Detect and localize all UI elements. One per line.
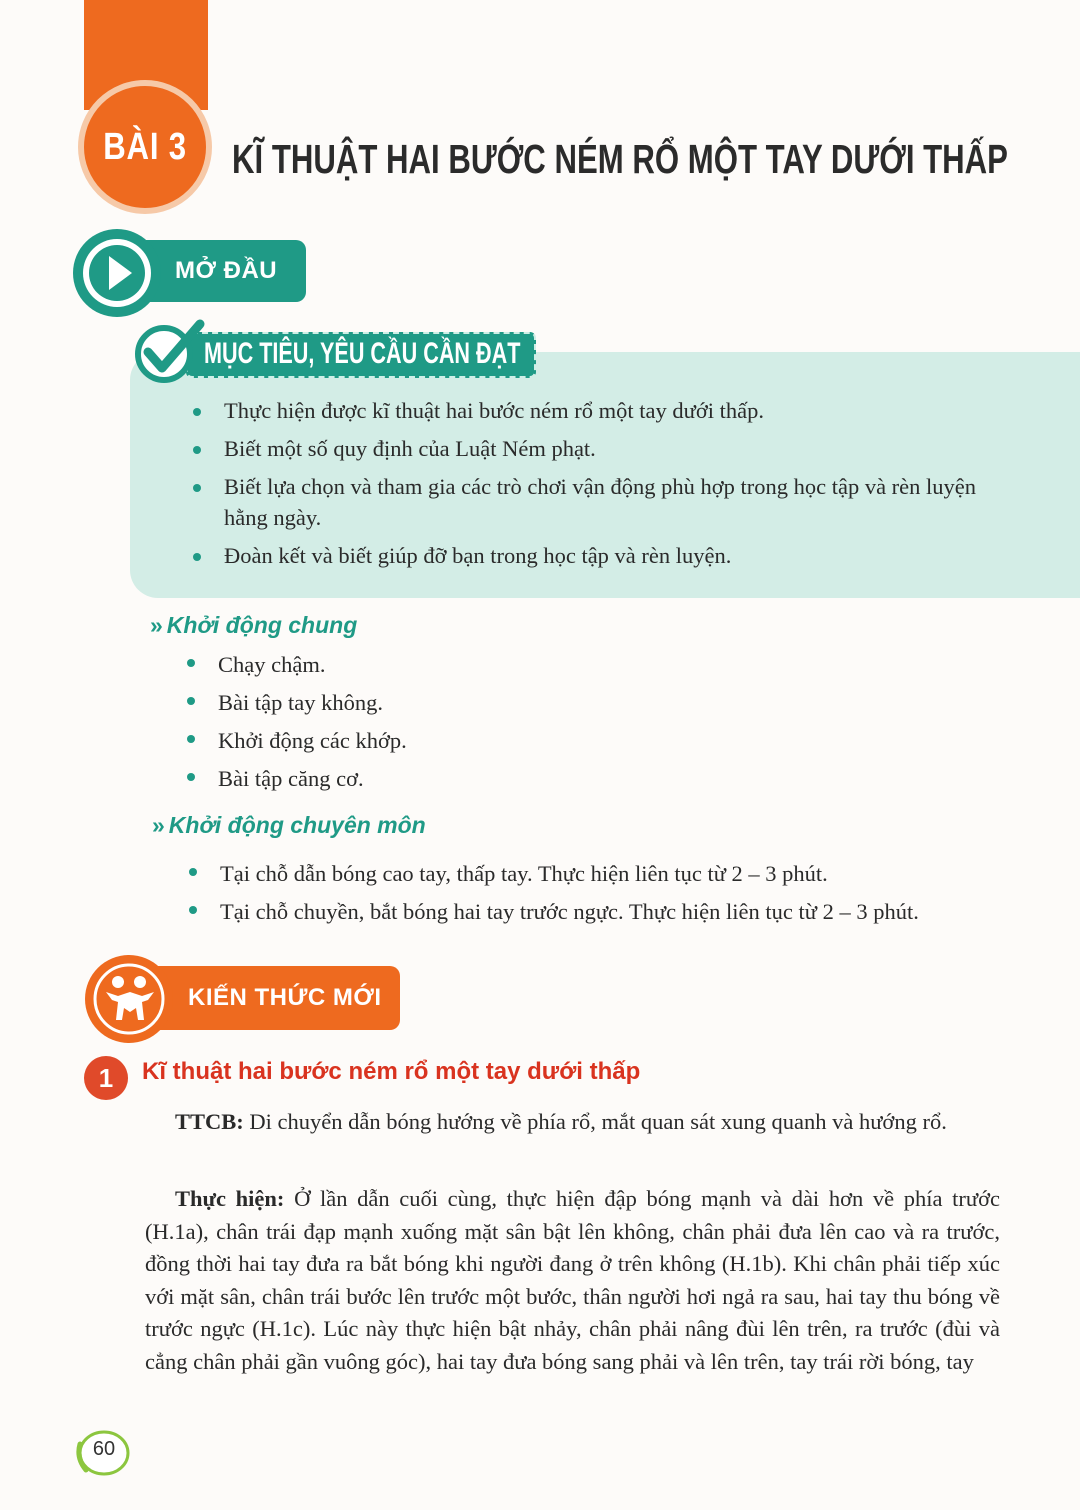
- list-item: Chạy chậm.: [184, 646, 407, 684]
- ttcb-paragraph: [145, 1106, 1000, 1139]
- goals-list: [190, 395, 1020, 578]
- list-item: Tại chỗ chuyền, bắt bóng hai tay trước ngực. Thực hiện liên tục từ 2 – 3 phút.: [186, 893, 919, 931]
- list-item: Tại chỗ dẫn bóng cao tay, thấp tay. Thực hiện liên tục từ 2 – 3 phút.: [186, 855, 919, 893]
- list-item: Thực hiện được kĩ thuật hai bước ném rổ một tay dưới thấp.: [190, 395, 1020, 426]
- goals-title: MỤC TIÊU, YÊU CẦU CẦN ĐẠT: [204, 337, 521, 370]
- general-warmup-title: Khởi động chung: [166, 612, 358, 638]
- section-number-badge: 1: [84, 1056, 128, 1100]
- lesson-number: BÀI 3: [103, 125, 187, 168]
- execution-text: Ở lần dẫn cuối cùng, thực hiện đập bóng mạnh và dài hơn về phía trước (H.1a), chân trái đạp mạnh xuống mặt sân bật lên không, chân phải đưa lên cao và ra trước, đồng thời hai tay đưa ra bắt bóng khi người đang ở trên không (H.1b). Khi chân phải tiếp xúc với mặt sân, chân trái bước lên trước một bước, thân người hơi ngả ra sau, hai tay thu bóng về trước ngực (H.1c). Lúc này thực hiện bật nhảy, chân phải nâng đùi lên trên, ra trước (đùi và cẳng chân phải gần vuông góc), hai tay đưa bóng sang phải và lên trên, tay trái rời bóng, tay: [145, 1186, 1000, 1374]
- double-chevron-icon: »: [150, 612, 163, 638]
- ttcb-text: Di chuyển dẫn bóng hướng về phía rổ, mắt quan sát xung quanh và hướng rổ.: [243, 1109, 947, 1134]
- knowledge-label: KIẾN THỨC MỚI: [188, 984, 382, 1011]
- play-icon: [70, 226, 164, 320]
- ttcb-label: TTCB:: [175, 1109, 244, 1134]
- lesson-title: KĨ THUẬT HAI BƯỚC NÉM RỔ MỘT TAY DƯỚI THẤP: [232, 136, 1008, 182]
- list-item: Khởi động các khớp.: [184, 722, 407, 760]
- execution-paragraph: [145, 1183, 1000, 1378]
- special-warmup-heading: [152, 812, 426, 839]
- general-warmup-heading: [150, 612, 357, 639]
- intro-label: MỞ ĐẦU: [175, 257, 278, 284]
- section-title: Kĩ thuật hai bước ném rổ một tay dưới thấp: [142, 1058, 641, 1085]
- general-warmup-list: [184, 646, 407, 798]
- list-item: Bài tập tay không.: [184, 684, 407, 722]
- people-icon: [82, 952, 176, 1046]
- list-item: Bài tập căng cơ.: [184, 760, 407, 798]
- list-item: Đoàn kết và biết giúp đỡ bạn trong học tập và rèn luyện.: [190, 540, 1020, 571]
- special-warmup-list: [186, 855, 919, 931]
- checkmark-icon: [132, 316, 206, 386]
- lesson-badge: [78, 80, 212, 214]
- special-warmup-title: Khởi động chuyên môn: [168, 812, 426, 838]
- list-item: Biết lựa chọn và tham gia các trò chơi vận động phù hợp trong học tập và rèn luyện hằng ngày.: [190, 471, 1020, 533]
- page-number: 60: [92, 1438, 116, 1460]
- double-chevron-icon: »: [152, 812, 165, 838]
- execution-label: Thực hiện:: [175, 1186, 285, 1211]
- list-item: Biết một số quy định của Luật Ném phạt.: [190, 433, 1020, 464]
